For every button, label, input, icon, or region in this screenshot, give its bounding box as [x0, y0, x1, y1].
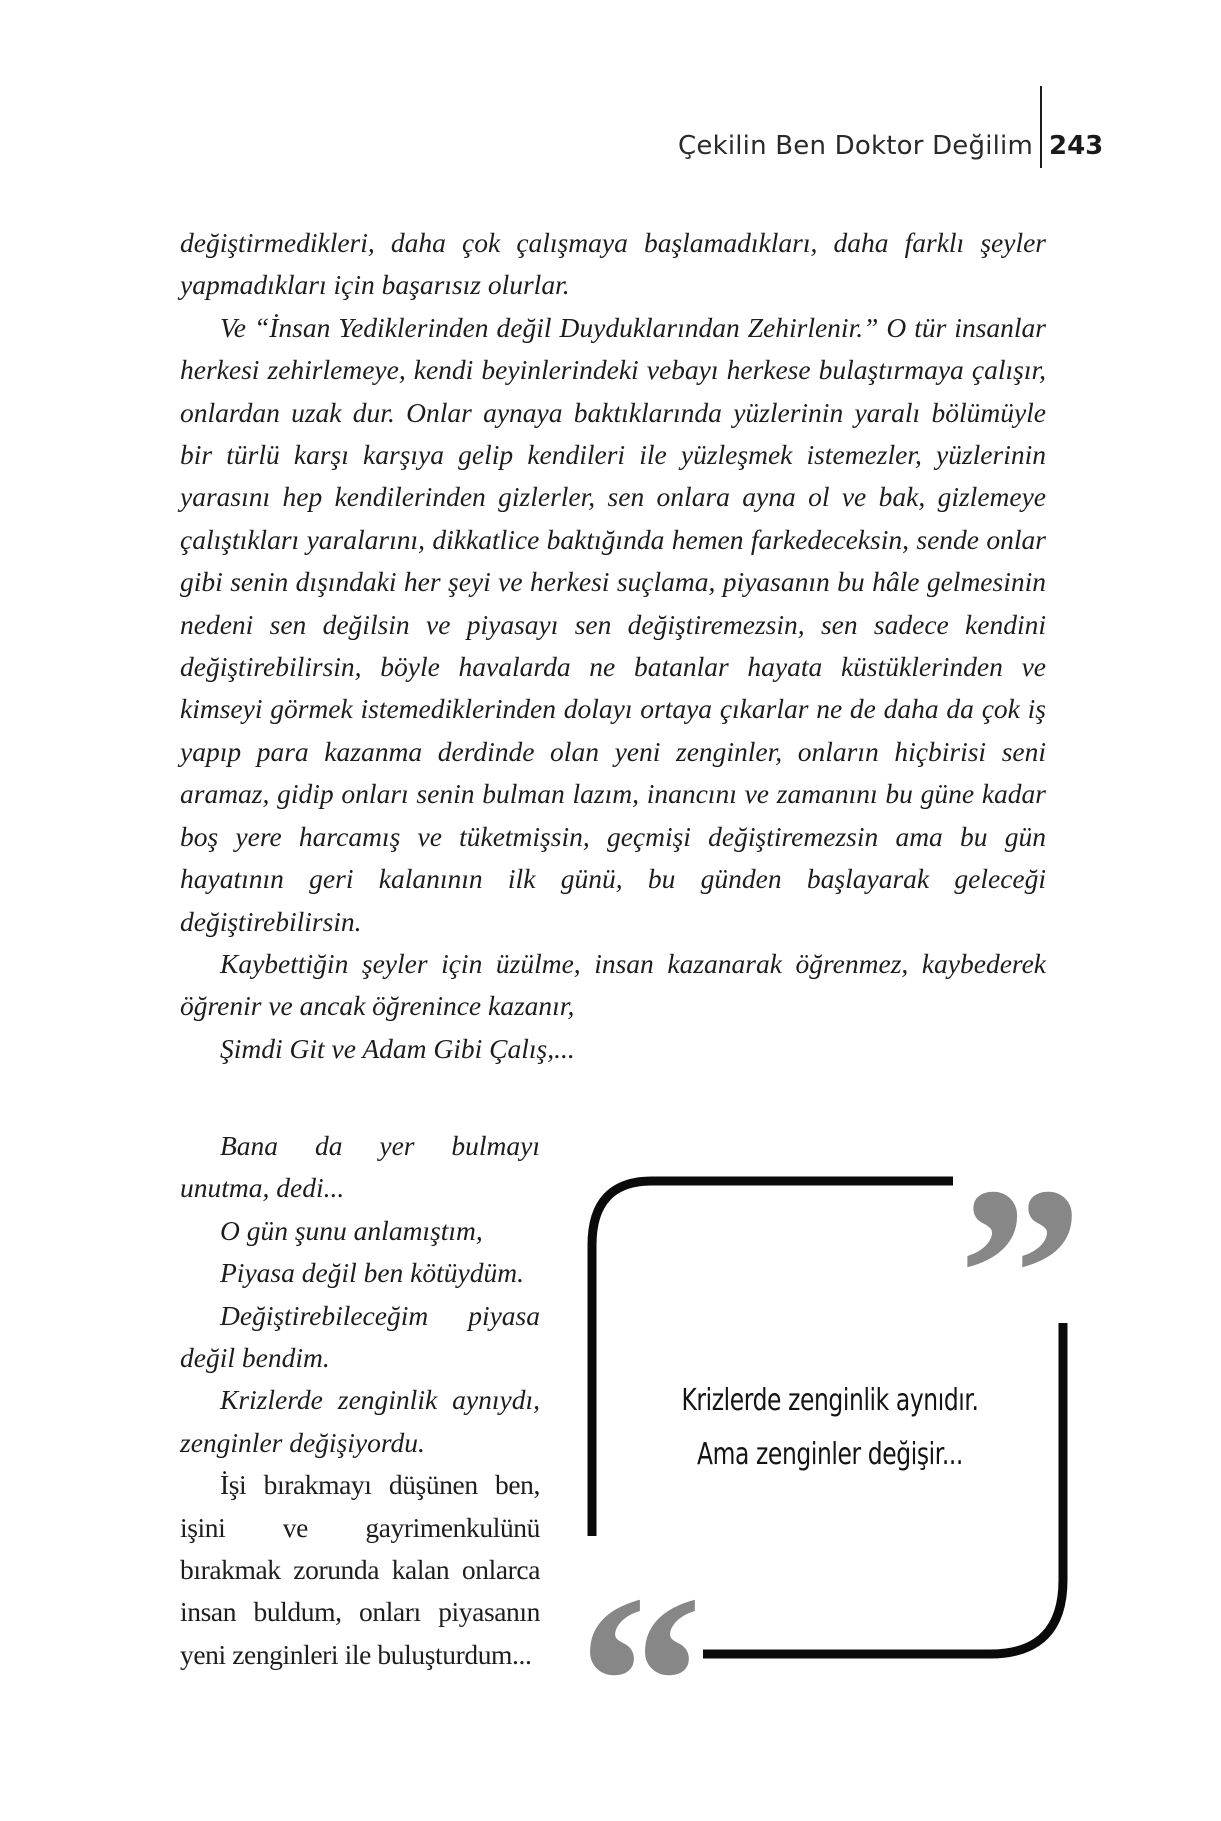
running-header-title: Çekilin Ben Doktor Değilim [678, 131, 1033, 161]
paragraph: Değiştirebileceğim piyasa değil bendim. [180, 1299, 540, 1374]
pull-quote-text [666, 1374, 994, 1482]
pull-quote-frame-top-left [592, 1181, 953, 1536]
paragraph: değiştirmedikleri, daha çok çalışmaya başlamadıkları, daha farklı şeyler yapmadıkları için başarısız olurlar. [180, 227, 1046, 301]
closing-quote-icon: ” [958, 1136, 1083, 1413]
paragraph: Bana da yer bulmayı unutma, dedi... [180, 1130, 540, 1204]
paragraph: Kaybettiğin şeyler için üzülme, insan kazanarak öğrenmez, kaybederek öğrenir ve ancak öğrenince kazanır, [180, 947, 1046, 1022]
pull-quote-line: Krizlerde zenginlik aynıdır. [681, 1383, 979, 1418]
paragraph: İşi bırakmayı düşünen ben, işini ve gayrimenkulünü bırakmak zorunda kalan onlarca insan buldum, onları piyasanın yeni zenginleri ile buluşturdum... [180, 1469, 540, 1670]
paragraph: Piyasa değil ben kötüydüm. [220, 1257, 524, 1289]
paragraph: Krizlerde zenginlik aynıydı, zenginler değişiyordu. [180, 1384, 540, 1458]
page-number: 243 [1049, 131, 1104, 161]
paragraph: Şimdi Git ve Adam Gibi Çalış,... [220, 1032, 575, 1064]
pull-quote-line: Ama zenginler değişir... [697, 1437, 963, 1472]
side-text-column [180, 1125, 540, 1676]
opening-quote-icon: “ [578, 1544, 703, 1821]
paragraph: O gün şunu anlamıştım, [220, 1214, 483, 1246]
main-text-block [180, 222, 1046, 1070]
paragraph: Ve “İnsan Yediklerinden değil Duyduklarından Zehirlenir.” O tür insanlar herkesi zehirlemeye, kendi beyinlerindeki vebayı herkese bulaştırmaya çalışır, onlardan uzak dur. Onlar aynaya baktıklarında yüzlerinin yaralı bölümüyle bir türlü karşı karşıya gelip kendileri ile yüzleşmek istemezler, yüzlerinin yarasını hep kendilerinden gizlerler, sen onlara ayna ol ve bak, gizlemeye çalıştıkları yaralarını, dikkatlice baktığında hemen farkedeceksin, sende onlar gibi senin dışındaki her şeyi ve herkesi suçlama, piyasanın bu hâle gelmesinin nedeni sen değilsin ve piyasayı sen değiştiremezsin, sen sadece kendini değiştirebilirsin, böyle havalarda ne batanlar hayata küstüklerinden ve kimseyi görmek istemediklerinden dolayı ortaya çıkarlar ne de daha da çok iş yapıp para kazanma derdinde olan yeni zenginler, onların hiçbirisi seni aramaz, gidip onları senin bulman lazım, inancını ve zamanını bu güne kadar boş yere harcamış ve tüketmişsin, geçmişi değiştiremezsin ama bu gün hayatının geri kalanının ilk günü, bu günden başlayarak geleceği değiştirebilirsin. [180, 311, 1046, 937]
header-divider [1040, 86, 1042, 168]
